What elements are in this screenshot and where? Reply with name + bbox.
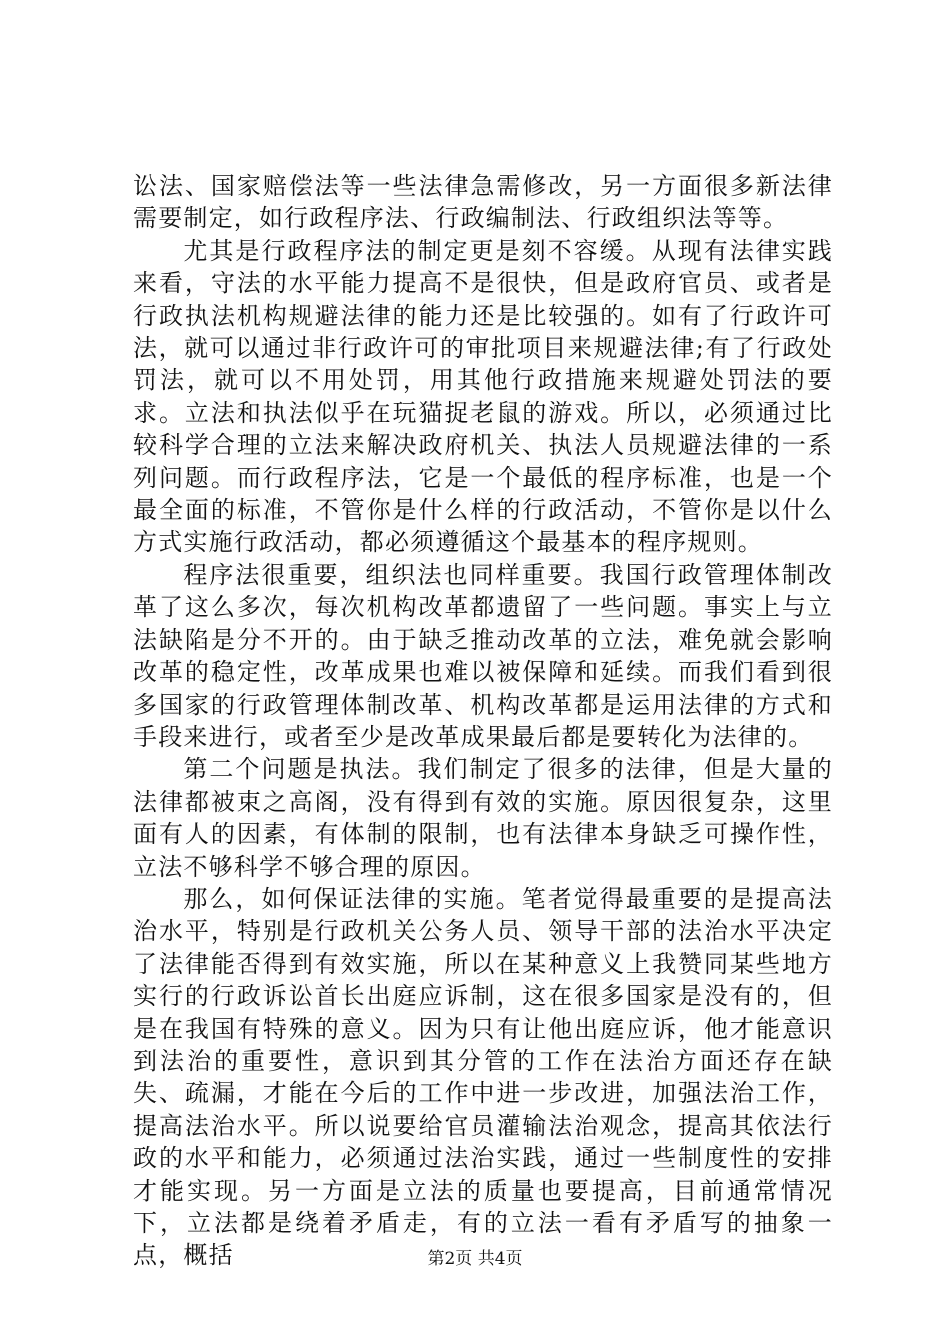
paragraph-1: 讼法、国家赔偿法等一些法律急需修改，另一方面很多新法律需要制定，如行政程序法、行政编制法、行政组织法等等。 [133, 172, 833, 233]
paragraph-3: 程序法很重要，组织法也同样重要。我国行政管理体制改革了这么多次，每次机构改革都遗留了一些问题。事实上与立法缺陷是分不开的。由于缺乏推动改革的立法，难免就会影响改革的稳定性，改革成果也难以被保障和延续。而我们看到很多国家的行政管理体制改革、机构改革都是运用法律的方式和手段来进行，或者至少是改革成果最后都是要转化为法律的。 [133, 560, 833, 751]
paragraph-2: 尤其是行政程序法的制定更是刻不容缓。从现有法律实践来看，守法的水平能力提高不是很快，但是政府官员、或者是行政执法机构规避法律的能力还是比较强的。如有了行政许可法，就可以通过非行政许可的审批项目来规避法律;有了行政处罚法，就可以不用处罚，用其他行政措施来规避处罚法的要求。立法和执法似乎在玩猫捉老鼠的游戏。所以，必须通过比较科学合理的立法来解决政府机关、执法人员规避法律的一系列问题。而行政程序法，它是一个最低的程序标准，也是一个最全面的标准，不管你是什么样的行政活动，不管你是以什么方式实施行政活动，都必须遵循这个最基本的程序规则。 [133, 236, 833, 557]
page-number-footer: 第2页 共4页 [427, 1249, 523, 1269]
document-body [133, 170, 833, 1272]
paragraph-5: 那么，如何保证法律的实施。笔者觉得最重要的是提高法治水平，特别是行政机关公务人员、领导干部的法治水平决定了法律能否得到有效实施，所以在某种意义上我赞同某些地方实行的行政诉讼首长出庭应诉制，这在很多国家是没有的，但是在我国有特殊的意义。因为只有让他出庭应诉，他才能意识到法治的重要性，意识到其分管的工作在法治方面还存在缺失、疏漏，才能在今后的工作中进一步改进，加强法治工作，提高法治水平。所以说要给官员灌输法治观念，提高其依法行政的水平和能力，必须通过法治实践，通过一些制度性的安排才能实现。另一方面是立法的质量也要提高，目前通常情况下，立法都是绕着矛盾走，有的立法一看有矛盾写的抽象一点，概括 [133, 884, 833, 1270]
paragraph-4: 第二个问题是执法。我们制定了很多的法律，但是大量的法律都被束之高阁，没有得到有效的实施。原因很复杂，这里面有人的因素，有体制的限制，也有法律本身缺乏可操作性，立法不够科学不够合理的原因。 [133, 755, 833, 881]
